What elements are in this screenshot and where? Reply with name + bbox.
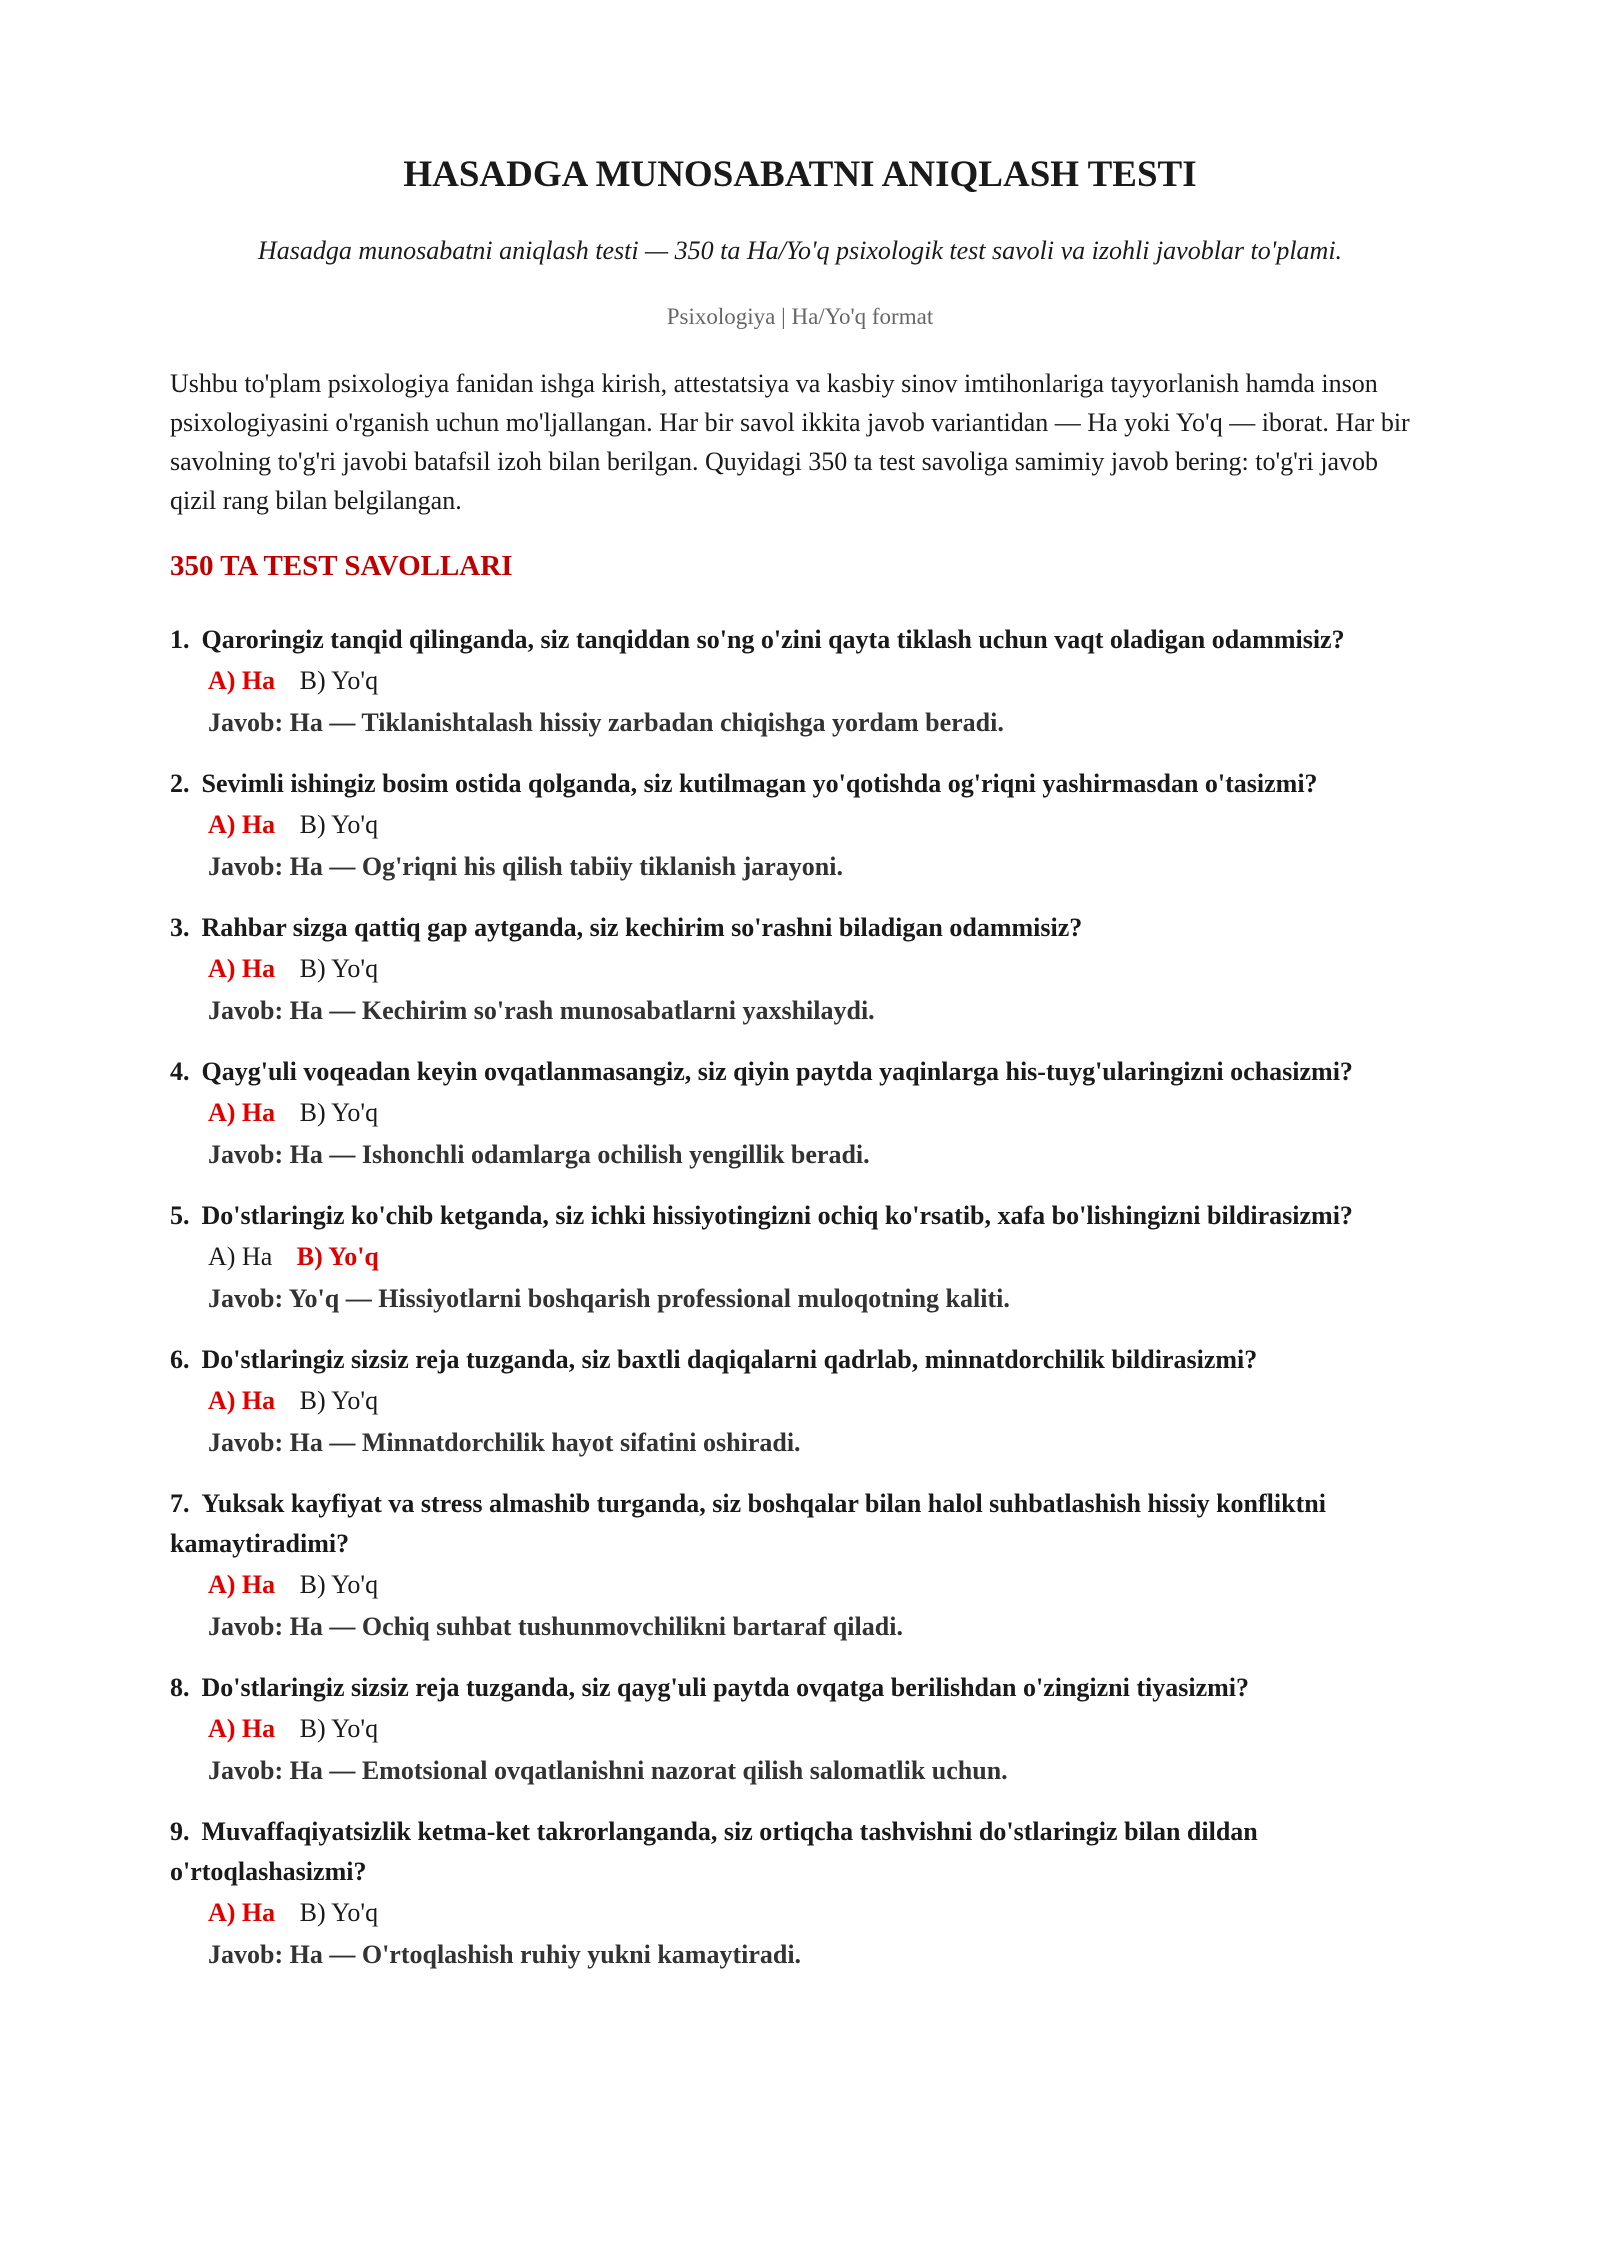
option-b[interactable]: B) Yo'q	[299, 666, 379, 695]
answer-options	[208, 660, 1430, 702]
answer-explanation: Javob: Yo'q — Hissiyotlarni boshqarish professional muloqotning kaliti.	[208, 1284, 1010, 1313]
option-a[interactable]: A) Ha	[208, 1098, 276, 1127]
option-b[interactable]: B) Yo'q	[296, 1242, 379, 1271]
answer-options	[208, 1708, 1430, 1750]
question-text-line	[170, 908, 1430, 948]
question-text: Rahbar sizga qattiq gap aytganda, siz kechirim so'rashni biladigan odammisiz?	[201, 913, 1083, 942]
option-a[interactable]: A) Ha	[208, 1570, 276, 1599]
question-text: Do'stlaringiz ko'chib ketganda, siz ichki hissiyotingizni ochiq ko'rsatib, xafa bo'lishingizni bildirasizmi?	[201, 1201, 1353, 1230]
document-subtitle: Hasadga munosabatni aniqlash testi — 350 ta Ha/Yo'q psixologik test savoli va izohli javoblar to'plami.	[257, 236, 1343, 265]
question-text: Yuksak kayfiyat va stress almashib turganda, siz boshqalar bilan halol suhbatlashish hissiy konfliktni kamaytiradimi?	[170, 1489, 1326, 1558]
answer-explanation: Javob: Ha — Ochiq suhbat tushunmovchilikni bartaraf qiladi.	[208, 1612, 903, 1641]
question-item	[170, 1812, 1430, 1976]
section-heading: 350 TA TEST SAVOLLARI	[170, 550, 513, 582]
option-b[interactable]: B) Yo'q	[299, 1898, 379, 1927]
answer-options	[208, 1892, 1430, 1934]
question-item	[170, 620, 1430, 744]
question-number: 9.	[170, 1817, 190, 1846]
option-b[interactable]: B) Yo'q	[299, 1570, 379, 1599]
question-text-line	[170, 620, 1430, 660]
option-b[interactable]: B) Yo'q	[299, 1386, 379, 1415]
answer-options	[208, 1380, 1430, 1422]
question-item	[170, 1484, 1430, 1648]
answer-explanation: Javob: Ha — O'rtoqlashish ruhiy yukni kamaytiradi.	[208, 1940, 802, 1969]
question-number: 3.	[170, 913, 190, 942]
option-a[interactable]: A) Ha	[208, 1386, 276, 1415]
answer-explanation: Javob: Ha — Tiklanishtalash hissiy zarbadan chiqishga yordam beradi.	[208, 708, 1004, 737]
question-text-line	[170, 764, 1430, 804]
question-text-line	[170, 1484, 1430, 1564]
option-a[interactable]: A) Ha	[208, 1242, 273, 1271]
question-text-line	[170, 1340, 1430, 1380]
option-b[interactable]: B) Yo'q	[299, 1714, 379, 1743]
option-a[interactable]: A) Ha	[208, 954, 276, 983]
answer-options	[208, 1092, 1430, 1134]
document-category: Psixologiya | Ha/Yo'q format	[666, 304, 934, 329]
question-text: Do'stlaringiz sizsiz reja tuzganda, siz qayg'uli paytda ovqatga berilishdan o'zingizni tiyasizmi?	[201, 1673, 1250, 1702]
document-title: HASADGA MUNOSABATNI ANIQLASH TESTI	[403, 154, 1197, 195]
option-b[interactable]: B) Yo'q	[299, 1098, 379, 1127]
question-number: 5.	[170, 1201, 190, 1230]
option-a[interactable]: A) Ha	[208, 666, 276, 695]
answer-options	[208, 804, 1430, 846]
question-item	[170, 1668, 1430, 1792]
question-text-line	[170, 1052, 1430, 1092]
question-text-line	[170, 1668, 1430, 1708]
question-text: Sevimli ishingiz bosim ostida qolganda, siz kutilmagan yo'qotishda og'riqni yashirmasdan o'tasizmi?	[201, 769, 1318, 798]
question-text: Muvaffaqiyatsizlik ketma-ket takrorlanganda, siz ortiqcha tashvishni do'stlaringiz bilan dildan o'rtoqlashasizmi?	[170, 1817, 1258, 1886]
question-list	[170, 620, 1430, 1996]
question-number: 4.	[170, 1057, 190, 1086]
option-b[interactable]: B) Yo'q	[299, 954, 379, 983]
option-a[interactable]: A) Ha	[208, 1714, 276, 1743]
question-text-line	[170, 1196, 1430, 1236]
question-number: 7.	[170, 1489, 190, 1518]
question-item	[170, 908, 1430, 1032]
answer-options	[208, 948, 1430, 990]
answer-options	[208, 1236, 1430, 1278]
answer-explanation: Javob: Ha — Minnatdorchilik hayot sifatini oshiradi.	[208, 1428, 801, 1457]
question-number: 8.	[170, 1673, 190, 1702]
answer-explanation: Javob: Ha — Og'riqni his qilish tabiiy tiklanish jarayoni.	[208, 852, 843, 881]
answer-explanation: Javob: Ha — Emotsional ovqatlanishni nazorat qilish salomatlik uchun.	[208, 1756, 1008, 1785]
option-a[interactable]: A) Ha	[208, 1898, 276, 1927]
question-text: Qaroringiz tanqid qilinganda, siz tanqiddan so'ng o'zini qayta tiklash uchun vaqt oladigan odammisiz?	[201, 625, 1345, 654]
answer-explanation: Javob: Ha — Kechirim so'rash munosabatlarni yaxshilaydi.	[208, 996, 875, 1025]
question-item	[170, 1052, 1430, 1176]
question-number: 2.	[170, 769, 190, 798]
question-text-line	[170, 1812, 1430, 1892]
option-b[interactable]: B) Yo'q	[299, 810, 379, 839]
question-text: Do'stlaringiz sizsiz reja tuzganda, siz baxtli daqiqalarni qadrlab, minnatdorchilik bildirasizmi?	[201, 1345, 1258, 1374]
option-a[interactable]: A) Ha	[208, 810, 276, 839]
answer-options	[208, 1564, 1430, 1606]
intro-paragraph: Ushbu to'plam psixologiya fanidan ishga kirish, attestatsiya va kasbiy sinov imtihonlariga tayyorlanish hamda inson psixologiyasini o'rganish uchun mo'ljallangan. Har bir savol ikkita javob variantidan — Ha yoki Yo'q — iborat. Har bir savolning to'g'ri javobi batafsil izoh bilan berilgan. Quyidagi 350 ta test savoliga samimiy javob bering: to'g'ri javob qizil rang bilan belgilangan.	[170, 369, 1410, 515]
question-number: 1.	[170, 625, 190, 654]
question-text: Qayg'uli voqeadan keyin ovqatlanmasangiz, siz qiyin paytda yaqinlarga his-tuyg'ularingizni ochasizmi?	[201, 1057, 1353, 1086]
question-number: 6.	[170, 1345, 190, 1374]
question-item	[170, 1196, 1430, 1320]
question-item	[170, 1340, 1430, 1464]
question-item	[170, 764, 1430, 888]
answer-explanation: Javob: Ha — Ishonchli odamlarga ochilish yengillik beradi.	[208, 1140, 870, 1169]
